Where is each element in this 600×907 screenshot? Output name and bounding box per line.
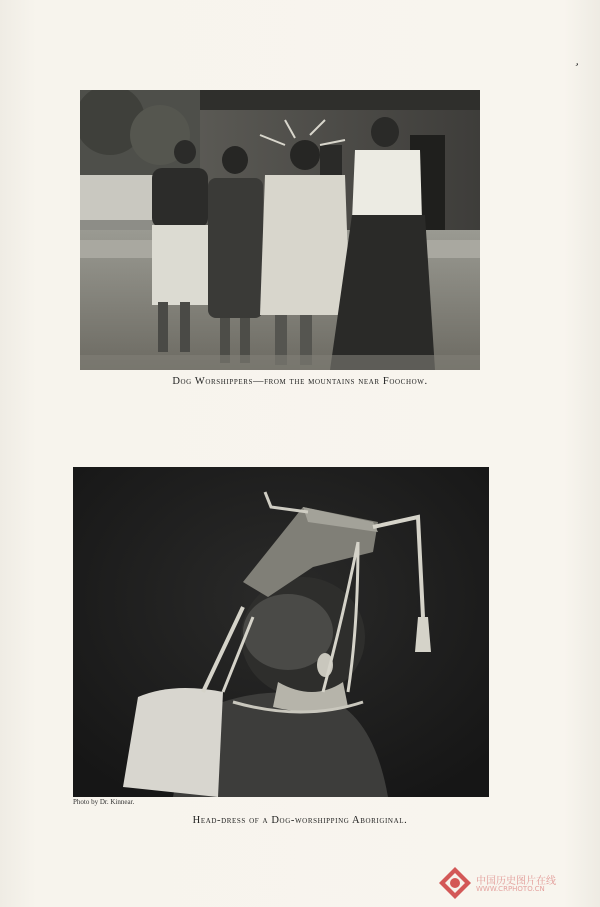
caption-dog-worshippers: Dog Worshippers—from the mountains near Foochow. (172, 376, 428, 387)
dog-worshippers-photo-image (80, 90, 480, 370)
caption-head-dress: Head-dress of a Dog-worshipping Aboriginal. (192, 815, 408, 826)
watermark-url: WWW.CRPHOTO.CN (476, 885, 545, 893)
watermark (438, 866, 596, 900)
photo-head-dress (73, 467, 489, 797)
margin-mark: ʼ (571, 59, 581, 75)
head-dress-photo-image (73, 467, 489, 797)
watermark-logo-icon (438, 866, 472, 900)
photo-credit: Photo by Dr. Kinnear. (73, 798, 135, 806)
watermark-text: 中国历史图片在线 (476, 876, 556, 887)
photo-dog-worshippers (80, 90, 480, 370)
